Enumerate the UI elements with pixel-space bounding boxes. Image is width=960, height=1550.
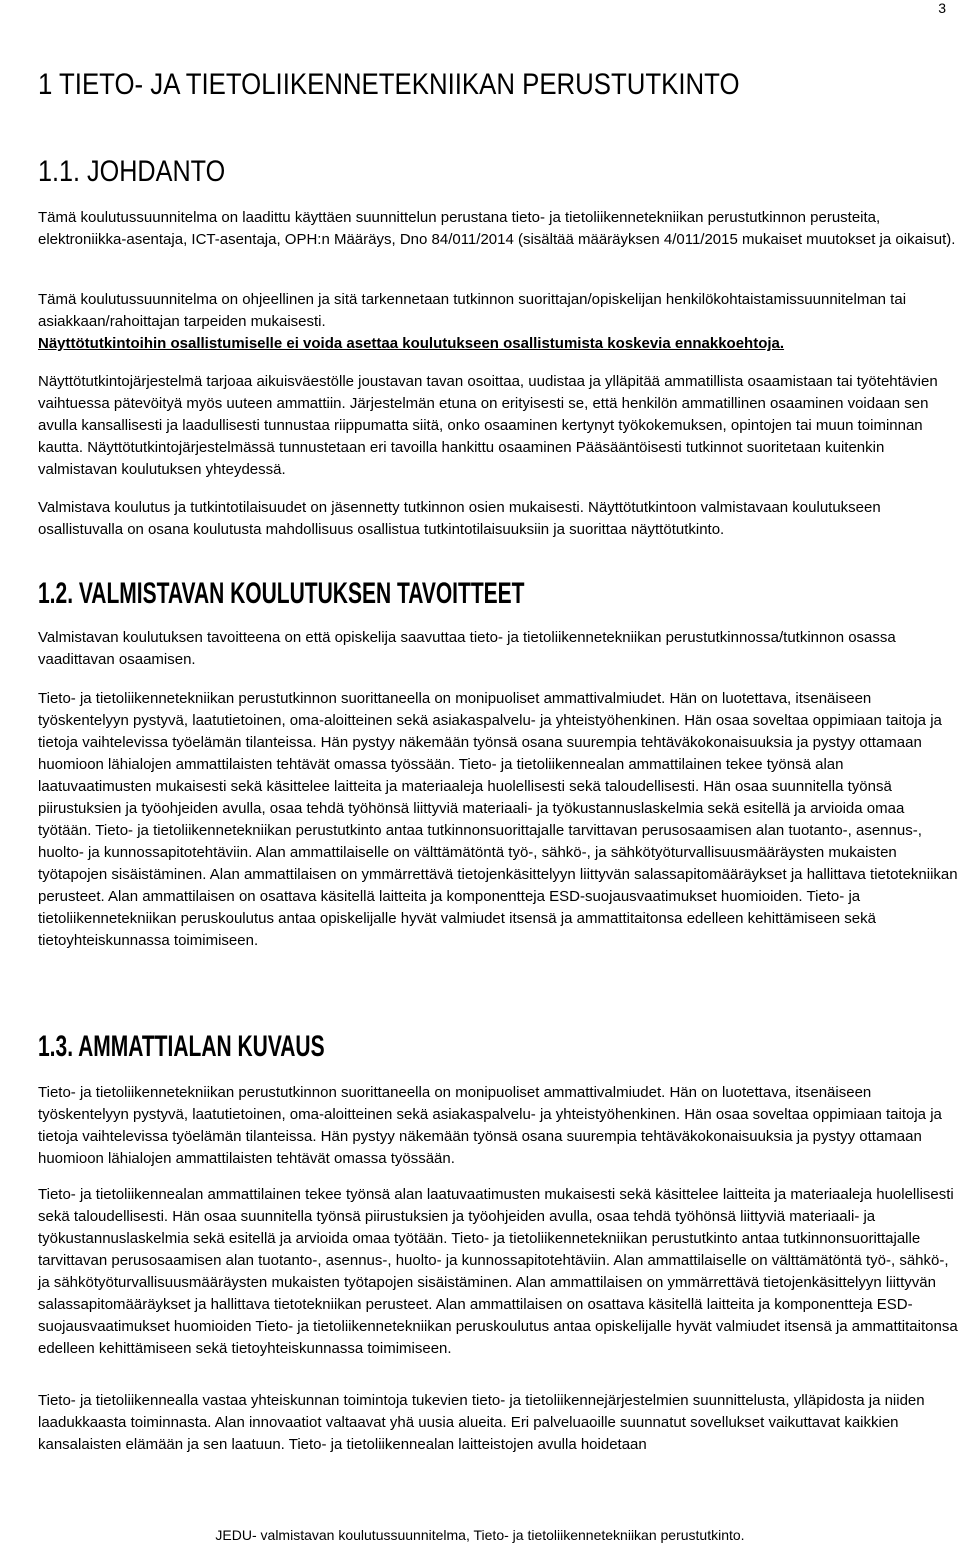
paragraph xyxy=(38,1184,958,1360)
paragraph xyxy=(38,497,958,541)
paragraph xyxy=(38,1390,958,1456)
paragraph-text: Tämä koulutussuunnitelma on laadittu käyttäen suunnittelun perustana tieto- ja tietoliikennetekniikan perustutkinnon perusteita, elektroniikka-asentaja, ICT-asentaja, OPH:n Määräys, Dno 84/011/2014 (sisältää määräyksen 4/011/2015 mukaiset muutokset ja oikaisut). xyxy=(38,209,956,248)
page-number: 3 xyxy=(938,0,946,16)
paragraph-text: Tieto- ja tietoliikennealla vastaa yhteiskunnan toimintoja tukevien tieto- ja tietoliikennejärjestelmien suunnittelusta, ylläpidosta ja niiden laadukkaasta toiminnasta. Alan innovaatiot valtaavat yhä uusia alueita. Eri palveluaoille suunnatut sovellukset vaikuttavat kaikkien kansalaisten elämään ja sen laatuun. Tieto- ja tietoliikennealan laitteistojen avulla hoidetaan xyxy=(38,1392,925,1453)
paragraph-text: Tämä koulutussuunnitelma on ohjeellinen ja sitä tarkennetaan tutkinnon suorittajan/opiskelijan henkilökohtaistamissuunnitelman tai asiakkaan/rahoittajan tarpeiden mukaisesti. xyxy=(38,291,907,330)
section-heading-ammattialan-kuvaus: 1.3. AMMATTIALAN KUVAUS xyxy=(38,1030,325,1063)
paragraph-text: Tieto- ja tietoliikennetekniikan perustutkinnon suorittaneella on monipuoliset ammattivalmiudet. Hän on luotettava, itsenäiseen työskentelyyn pystyvä, laatutietoinen, oma-aloitteinen sekä asiakaspalvelu- ja yhteistyöhenkinen. Hän osaa soveltaa oppimiaan taitoja ja tietoja vaihtelevissa työelämän tilanteissa. Hän pystyy näkemään työnsä osana suurempia tehtäväkokonaisuuksia ja pystyy ottamaan huomioon lähialojen ammattilaisten tehtävät omassa työssään. xyxy=(38,1084,942,1167)
paragraph-text: Tieto- ja tietoliikennealan ammattilainen tekee työnsä alan laatuvaatimusten mukaisesti sekä käsittelee laitteita ja materiaaleja huolellisesti sekä taloudellisesti. Hän osaa suunnitella työnsä piirustuksien ja työohjeiden avulla, osaa tehdä työhönsä liittyviä materiaali- ja työkustannuslaskelmia sekä esitellä ja arvioida omaa työtään. Tieto- ja tietoliikennetekniikan perustutkinto antaa tutkinnonsuorittajalle tarvittavan perusosaamisen alan tuotanto-, asennus-, huolto- ja kunnossapitotehtäviin. Alan ammattilaiselle on välttämätöntä työ-, sähkö-, ja sähkötyöturvallisuusmääräysten mukaisten työtapojen sisäistäminen. Alan ammattilaisen on ymmärrettävä tietojenkäsittelyyn liittyvän salassapitomääräykset ja hallittava tietotekniikan perusteet. Alan ammattilaisen on osattava käsitellä laitteita ja komponentteja ESD-suojausvaatimukset huomioiden Tieto- ja tietoliikennetekniikan peruskoulutus antaa opiskelijalle hyvät valmiudet itsensä ja ammattitaitonsa edelleen kehittämiseen sekä tietoyhteiskunnassa toimimiseen. xyxy=(38,1186,958,1357)
paragraph xyxy=(38,627,958,671)
paragraph xyxy=(38,289,958,355)
paragraph xyxy=(38,1082,958,1170)
document-title: 1 TIETO- JA TIETOLIIKENNETEKNIIKAN PERUSTUTKINTO xyxy=(38,68,740,101)
paragraph xyxy=(38,371,958,481)
bold-notice: Näyttötutkintoihin osallistumiselle ei voida asettaa koulutukseen osallistumista koskevia ennakkoehtoja. xyxy=(38,335,785,352)
paragraph xyxy=(38,688,958,952)
section-heading-tavoitteet: 1.2. VALMISTAVAN KOULUTUKSEN TAVOITTEET xyxy=(38,577,525,610)
paragraph xyxy=(38,207,958,251)
page-footer: JEDU- valmistavan koulutussuunnitelma, Tieto- ja tietoliikennetekniikan perustutkinto. xyxy=(215,1527,745,1543)
paragraph-text: Valmistava koulutus ja tutkintotilaisuudet on jäsennetty tutkinnon osien mukaisesti. Näyttötutkintoon valmistavaan koulutukseen osallistuvalla on osana koulutusta mahdollisuus osallistua tutkintotilaisuuksiin ja suorittaa näyttötutkinto. xyxy=(38,499,881,538)
paragraph-text: Tieto- ja tietoliikennetekniikan perustutkinnon suorittaneella on monipuoliset ammattivalmiudet. Hän on luotettava, itsenäiseen työskentelyyn pystyvä, laatutietoinen, oma-aloitteinen sekä asiakaspalvelu- ja yhteistyöhenkinen. Hän osaa soveltaa oppimiaan taitoja ja tietoja vaihtelevissa työelämän tilanteissa. Hän pystyy näkemään työnsä osana suurempia tehtäväkokonaisuuksia ja pystyy ottamaan huomioon lähialojen ammattilaisten tehtävät omassa työssään. Tieto- ja tietoliikennealan ammattilainen tekee työnsä alan laatuvaatimusten mukaisesti sekä käsittelee laitteita ja materiaaleja huolellisesti sekä taloudellisesti. Hän osaa suunnitella työnsä piirustuksien ja työohjeiden avulla, osaa tehdä työhönsä liittyviä materiaali- ja työkustannuslaskelmia sekä esitellä ja arvioida omaa työtään. Tieto- ja tietoliikennetekniikan perustutkinto antaa tutkinnonsuorittajalle tarvittavan perusosaamisen alan tuotanto-, asennus-, huolto- ja kunnossapitotehtäviin. Alan ammattilaiselle on välttämätöntä työ-, sähkö-, ja sähkötyöturvallisuusmääräysten mukaisten työtapojen sisäistäminen. Alan ammattilaisen on ymmärrettävä tietojenkäsittelyyn liittyvän salassapitomääräykset ja hallittava tietotekniikan perusteet. Alan ammattilaisen on osattava käsitellä laitteita ja komponentteja ESD-suojausvaatimukset huomioiden. Tieto- ja tietoliikennetekniikan peruskoulutus antaa opiskelijalle hyvät valmiudet itsensä ja ammattitaitonsa edelleen kehittämiseen sekä tietoyhteiskunnassa toimimiseen. xyxy=(38,690,958,949)
paragraph-text: Valmistavan koulutuksen tavoitteena on että opiskelija saavuttaa tieto- ja tietoliikennetekniikan perustutkinnossa/tutkinnon osassa vaadittavan osaamisen. xyxy=(38,629,896,668)
section-heading-johdanto: 1.1. JOHDANTO xyxy=(38,155,226,188)
paragraph-text: Näyttötutkintojärjestelmä tarjoaa aikuisväestölle joustavan tavan osoittaa, uudistaa ja ylläpitää ammatillista osaamistaan tai työtehtävien vaihtuessa pätevöityä myös uuteen ammattiin. Järjestelmän etuna on erityisesti se, että henkilön ammatillinen osaaminen voidaan sen avulla kansallisesti ja laadullisesti tunnustaa riippumatta siitä, onko osaaminen kertynyt työkokemuksen, opintojen tai muun toiminnan kautta. Näyttötutkintojärjestelmässä tunnustetaan eri tavoilla hankittu osaaminen Pääsääntöisesti tutkinnot suoritetaan kuitenkin valmistavan koulutuksen yhteydessä. xyxy=(38,373,938,478)
